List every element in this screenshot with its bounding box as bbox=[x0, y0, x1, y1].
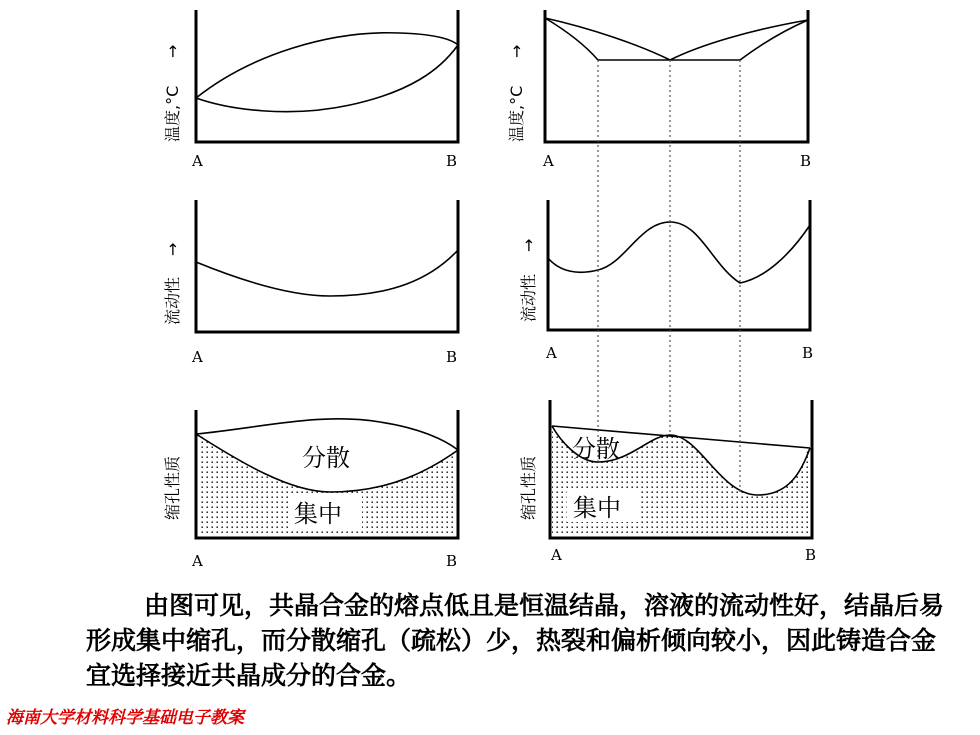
composition-guides bbox=[598, 60, 740, 495]
right-fluidity-curve bbox=[548, 222, 810, 283]
right-shrinkage-x-start: A bbox=[551, 546, 562, 564]
left-temperature-arrow: → bbox=[163, 44, 182, 58]
left-fluidity-axes bbox=[196, 200, 458, 332]
left-concentrated-label: 集中 bbox=[294, 500, 342, 528]
left-fluidity-x-end: B bbox=[446, 348, 458, 366]
left-temperature-axes bbox=[196, 10, 458, 142]
left-solidus-curve bbox=[196, 45, 458, 112]
right-temperature-ylabel: 温度,°C bbox=[507, 85, 526, 142]
left-liquidus-curve bbox=[196, 33, 458, 98]
left-shrinkage-x-start: A bbox=[192, 552, 203, 570]
right-shrinkage-x-end: B bbox=[805, 546, 817, 564]
right-shrinkage-panel bbox=[519, 400, 816, 564]
right-fluidity-arrow: → bbox=[519, 238, 538, 252]
left-shrinkage-ylabel: 缩孔性质 bbox=[163, 455, 182, 520]
right-fluidity-x-end: B bbox=[802, 344, 814, 362]
right-fluidity-axes bbox=[548, 200, 810, 330]
left-fluidity-panel bbox=[163, 200, 458, 366]
left-fluidity-arrow: → bbox=[163, 242, 182, 256]
left-temperature-ylabel: 温度,°C bbox=[163, 85, 182, 142]
right-temperature-arrow: → bbox=[507, 44, 526, 58]
footer-source: 海南大学材料科学基础电子教案 bbox=[6, 708, 244, 728]
right-liquidus-left bbox=[545, 18, 670, 60]
right-temperature-x-start: A bbox=[543, 152, 554, 170]
right-temperature-panel bbox=[507, 10, 811, 170]
left-temperature-x-end: B bbox=[446, 152, 458, 170]
right-concentrated-label: 集中 bbox=[573, 494, 621, 522]
right-fluidity-panel bbox=[519, 200, 813, 362]
right-temperature-x-end: B bbox=[800, 152, 812, 170]
left-shrinkage-x-end: B bbox=[446, 552, 458, 570]
left-shrinkage-panel bbox=[163, 410, 458, 570]
right-temperature-axes bbox=[545, 10, 808, 142]
left-temperature-x-start: A bbox=[192, 152, 203, 170]
right-dispersed-label: 分散 bbox=[572, 435, 620, 463]
right-fluidity-ylabel: 流动性 bbox=[519, 273, 538, 322]
right-liquidus-right bbox=[670, 20, 808, 60]
left-temperature-panel bbox=[163, 10, 458, 170]
right-shrinkage-ylabel: 缩孔性质 bbox=[519, 455, 538, 520]
left-dispersed-label: 分散 bbox=[302, 444, 350, 472]
left-fluidity-curve bbox=[196, 250, 458, 296]
left-fluidity-ylabel: 流动性 bbox=[163, 276, 182, 325]
right-fluidity-x-start: A bbox=[546, 344, 557, 362]
caption-text: 由图可见，共晶合金的熔点低且是恒温结晶，溶液的流动性好，结晶后易形成集中缩孔，而分散缩孔（疏松）少，热裂和偏析倾向较小，因此铸造合金宜选择接近共晶成分的合金。 bbox=[86, 591, 945, 690]
left-fluidity-x-start: A bbox=[192, 348, 203, 366]
